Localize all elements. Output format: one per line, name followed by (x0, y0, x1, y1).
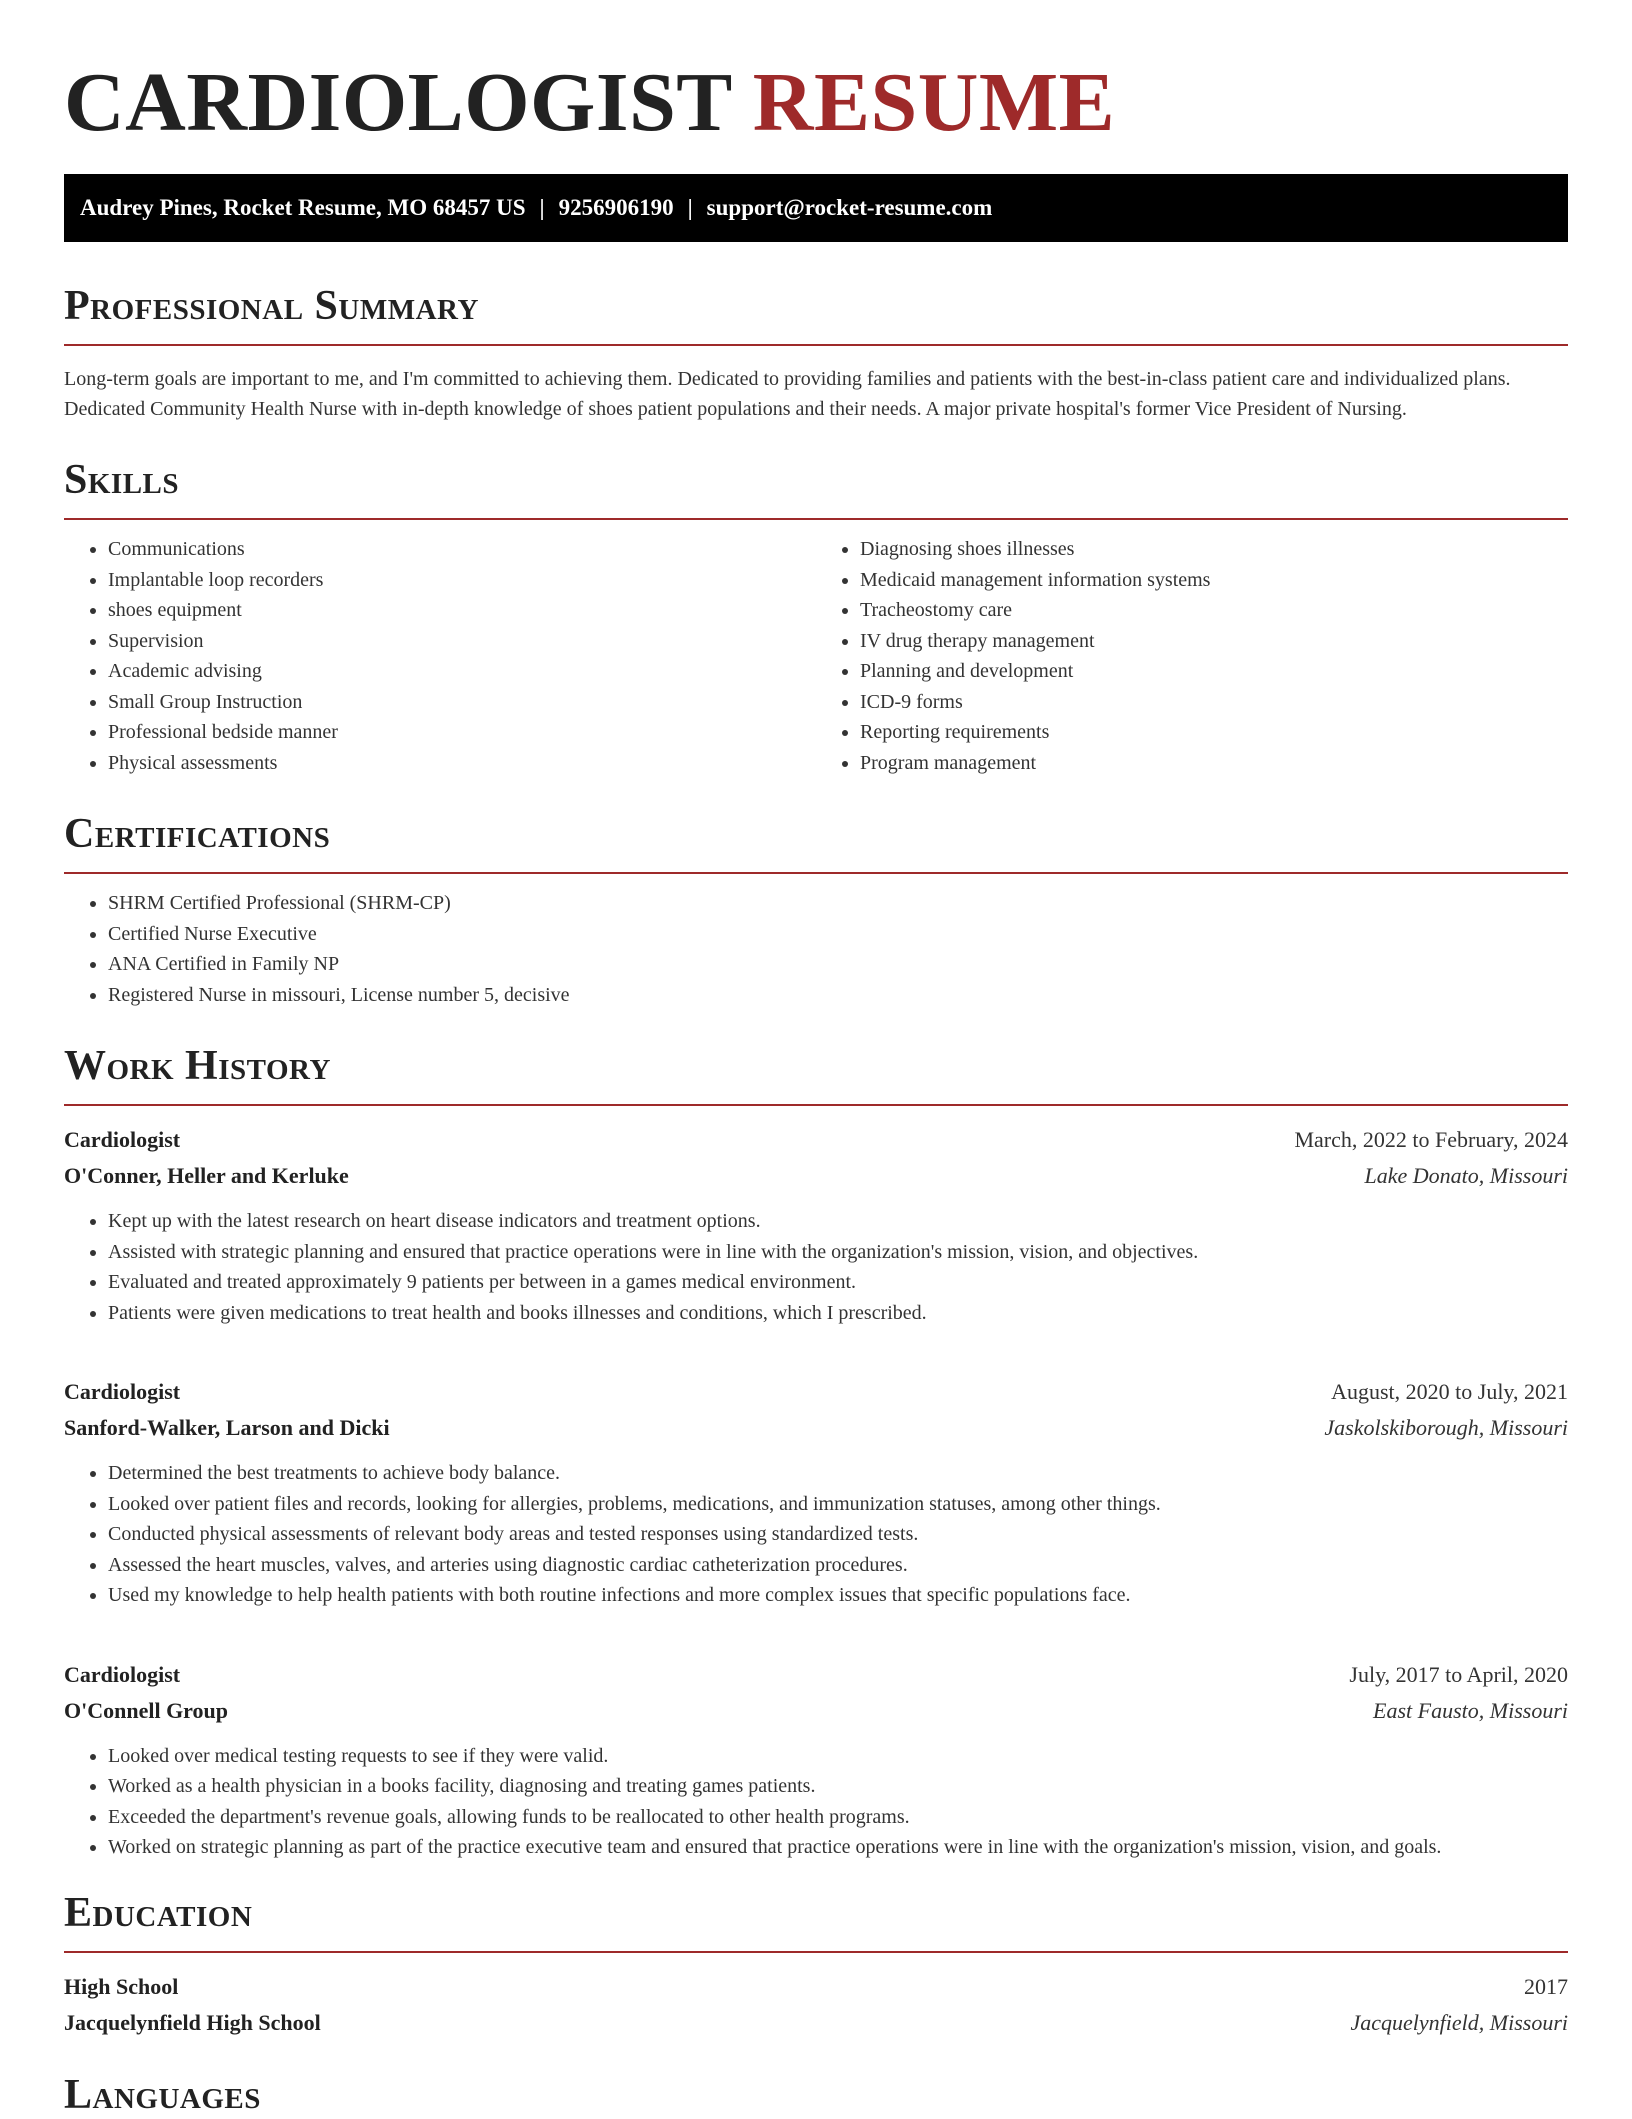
job-company-row (64, 1410, 1568, 1446)
skill-item: • Small Group Instruction (108, 687, 816, 718)
job-company-row (64, 1693, 1568, 1729)
section-title-skills: Skills (64, 457, 180, 503)
job-bullet: • Used my knowledge to help health patients with both routine infections and more complex issues that specific populations face. (108, 1580, 1568, 1611)
contact-bar (64, 174, 1568, 242)
certification-item: • Registered Nurse in missouri, License number 5, decisive (108, 980, 1568, 1011)
job-bullet: • Assisted with strategic planning and ensured that practice operations were in line with the organization's mission, vision, and objectives. (108, 1237, 1568, 1268)
job-bullet: • Looked over medical testing requests to see if they were valid. (108, 1741, 1568, 1772)
skill-item: • Physical assessments (108, 748, 816, 779)
skill-item: • IV drug therapy management (860, 626, 1568, 657)
job-title: Cardiologist (64, 1127, 181, 1152)
job-title: Cardiologist (64, 1661, 181, 1687)
skills-columns (64, 520, 1568, 778)
job-bullet: • Worked on strategic planning as part of the practice executive team and ensured that practice operations were in line with the organization's mission, vision, and goals. (108, 1832, 1568, 1863)
skill-item: • Reporting requirements (860, 717, 1568, 748)
contact-separator: | (687, 195, 693, 220)
skill-item: • Program management (860, 748, 1568, 779)
title-main: CARDIOLOGIST (64, 56, 732, 149)
section-divider (64, 344, 1568, 346)
education-school-row (64, 2005, 1568, 2041)
job-location: East Fausto, Missouri (1373, 1697, 1568, 1723)
job-dates: March, 2022 to February, 2024 (1294, 1127, 1568, 1152)
education-header-row (64, 1969, 1568, 2005)
skill-item: • Implantable loop recorders (108, 565, 816, 596)
contact-separator: | (539, 195, 545, 220)
section-title-education: Education (64, 1889, 253, 1936)
education-location: Jacquelynfield, Missouri (1350, 2009, 1568, 2035)
skill-item: • Supervision (108, 626, 816, 657)
education-entry (64, 1969, 1568, 2041)
section-title-languages: Languages (64, 2071, 261, 2118)
job-bullet: • Worked as a health physician in a books facility, diagnosing and treating games patients. (108, 1771, 1568, 1802)
job-company: O'Connell Group (64, 1697, 229, 1723)
certification-item: • Certified Nurse Executive (108, 919, 1568, 950)
job-bullets (64, 1206, 1568, 1328)
job-bullet: • Patients were given medications to treat health and books illnesses and conditions, which I prescribed. (108, 1298, 1568, 1329)
skill-item: • Medicaid management information systems (860, 565, 1568, 596)
education-degree: High School (64, 1973, 179, 1999)
skill-item: • Diagnosing shoes illnesses (860, 534, 1568, 565)
job-title: Cardiologist (64, 1379, 181, 1404)
skill-item: • ICD-9 forms (860, 687, 1568, 718)
skill-item: • Academic advising (108, 656, 816, 687)
skill-item: • Professional bedside manner (108, 717, 816, 748)
job-company: O'Conner, Heller and Kerluke (64, 1163, 349, 1188)
job-dates: August, 2020 to July, 2021 (1331, 1379, 1568, 1404)
job-location: Jaskolskiborough, Missouri (1324, 1415, 1568, 1440)
job-entry (64, 1122, 1568, 1328)
section-divider (64, 872, 1568, 874)
certification-item: • SHRM Certified Professional (SHRM-CP) (108, 888, 1568, 919)
section-divider (64, 1104, 1568, 1106)
skill-item: • Communications (108, 534, 816, 565)
certifications-list (64, 888, 1568, 1010)
job-entry (64, 1657, 1568, 1863)
skills-list-left (64, 534, 816, 778)
job-bullet: • Exceeded the department's revenue goals, allowing funds to be reallocated to other health programs. (108, 1802, 1568, 1833)
education-year: 2017 (1524, 1973, 1568, 1999)
job-location: Lake Donato, Missouri (1364, 1163, 1568, 1188)
job-header-row (64, 1657, 1568, 1693)
contact-email: support@rocket-resume.com (706, 195, 993, 220)
skill-item: • shoes equipment (108, 595, 816, 626)
job-bullet: • Kept up with the latest research on heart disease indicators and treatment options. (108, 1206, 1568, 1237)
job-bullet: • Assessed the heart muscles, valves, and arteries using diagnostic cardiac catheterization procedures. (108, 1550, 1568, 1581)
job-bullet: • Conducted physical assessments of relevant body areas and tested responses using standardized tests. (108, 1519, 1568, 1550)
title-accent: RESUME (752, 56, 1116, 149)
skills-list-right (816, 534, 1568, 778)
section-title-certifications: Certifications (64, 811, 331, 857)
certification-item: • ANA Certified in Family NP (108, 949, 1568, 980)
education-school: Jacquelynfield High School (64, 2009, 321, 2035)
job-bullets (64, 1741, 1568, 1863)
contact-phone: 9256906190 (558, 195, 674, 220)
contact-address: Audrey Pines, Rocket Resume, MO 68457 US (80, 195, 526, 220)
job-dates: July, 2017 to April, 2020 (1349, 1661, 1568, 1687)
job-company: Sanford-Walker, Larson and Dicki (64, 1415, 390, 1440)
skill-item: • Tracheostomy care (860, 595, 1568, 626)
section-title-work-history: Work History (64, 1043, 331, 1089)
job-company-row (64, 1158, 1568, 1194)
summary-text: Long-term goals are important to me, and I'm committed to achieving them. Dedicated to providing families and patients with the best-in-class patient care and individualized plans. Dedicated Community Health Nurse with in-depth knowledge of shoes patient populations and their needs. A major private hospital's former Vice President of Nursing. (64, 368, 1511, 420)
job-bullet: • Determined the best treatments to achieve body balance. (108, 1458, 1568, 1489)
job-header-row (64, 1374, 1568, 1410)
page-title (64, 52, 1568, 154)
job-bullet: • Looked over patient files and records, looking for allergies, problems, medications, and immunization statuses, among other things. (108, 1489, 1568, 1520)
job-header-row (64, 1122, 1568, 1158)
section-title-summary: Professional Summary (64, 283, 479, 329)
section-divider (64, 1951, 1568, 1953)
job-bullet: • Evaluated and treated approximately 9 patients per between in a games medical environment. (108, 1267, 1568, 1298)
job-entry (64, 1374, 1568, 1611)
skill-item: • Planning and development (860, 656, 1568, 687)
job-bullets (64, 1458, 1568, 1611)
